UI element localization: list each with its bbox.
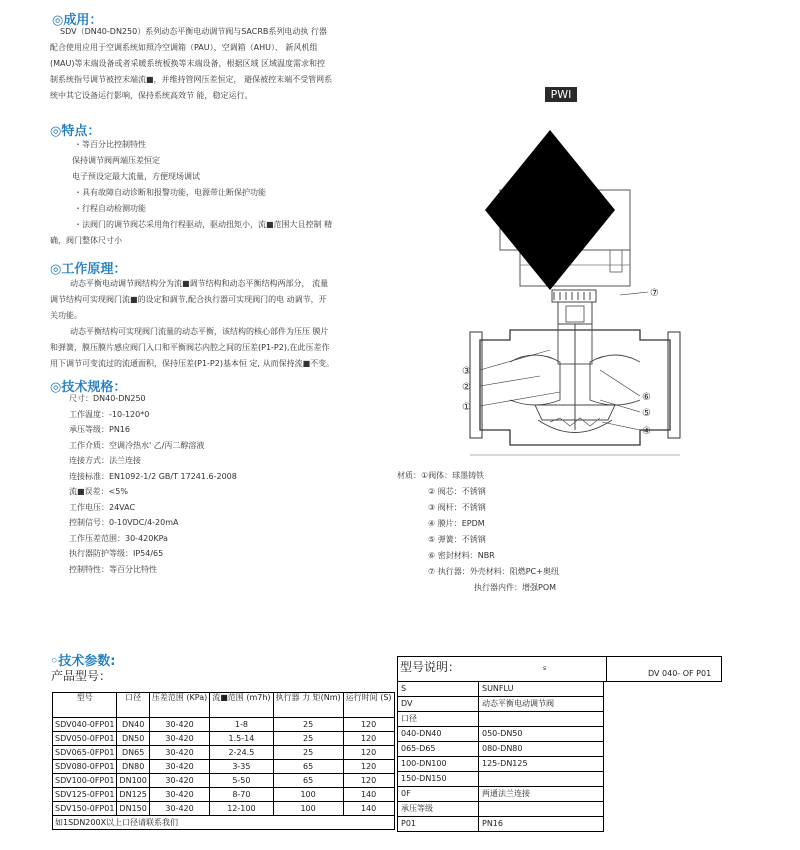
spec-item: 连接方式：法兰连接 [69,456,141,465]
model-code: P01 [398,817,479,832]
model-meaning: 080-DN80 [479,742,604,757]
table-cell: DN65 [117,746,149,760]
model-code: S [398,682,479,697]
model-row [398,772,722,787]
table-cell: 120 [343,774,394,788]
principle-line: 和弹簧，膜压膜片感应阀门入口和平衡阀芯内腔之间的压差(P1-P2),在此压差作 [50,343,330,352]
model-row [398,697,722,712]
table-row [53,802,395,816]
principle-line: 动态平衡电动调节阀结构分为流■调节结构和动态平衡结构两部分， 流量 [70,279,329,288]
col-header: 压差范围 (KPa) [149,693,209,718]
table-cell: 65 [273,774,343,788]
callout-7: ⑦ [650,288,659,299]
table-cell: 120 [343,746,394,760]
table-cell: 2-24.5 [210,746,273,760]
feature-item: 电子预设定最大流量，方便现场调试 [72,172,200,181]
col-header: 口径 [117,693,149,718]
spec-item: 连接标准：EN1092-1/2 GB/T 17241.6-2008 [69,471,237,481]
table-row [53,718,395,732]
callout-3: ③ [462,366,471,377]
materials-list [397,468,657,596]
feature-item: 确，阀门整体尺寸小 [50,236,122,245]
callout-2: ② [462,382,471,393]
model-meaning [479,712,604,727]
table-cell: 100 [273,802,343,816]
spec-item: 承压等级：PN16 [69,425,130,434]
table-cell: 1.5-14 [210,732,273,746]
application-line: 配合使用应用于空调系统如照冷空调箱（PAU）、空调箱（AHU）、 新风机组 [50,43,318,52]
model-desc-title: 型号说明： [400,660,461,674]
params-header-row [53,693,395,718]
material-item: ② 阀芯：不锈钢 [428,487,486,496]
callout-4: ④ [642,426,651,437]
feature-item: ・法阀门的调节阀芯采用角行程驱动，驱动扭矩小，流■范围大且控制 精 [74,220,333,229]
model-meaning: 050-DN50 [479,727,604,742]
table-cell: SDV065-0FP01 [53,746,117,760]
callout-6: ⑥ [642,392,651,403]
table-note: 如1SDN200X以上口径请联系我们 [53,816,395,830]
model-meaning [479,772,604,787]
table-cell: 5-50 [210,774,273,788]
col-header: 执行器 力 矩(Nm) [273,693,343,718]
principle-heading: ◎工作原理： [50,262,127,277]
table-cell: 30-420 [149,718,209,732]
feature-item: ・具有故障自动诊断和报警功能，电源带让断保护功能 [74,188,266,197]
table-row [53,732,395,746]
spec-item: 工作压差范围：30-420KPa [69,533,168,543]
model-code: 口径 [398,712,479,727]
spec-item: 工作电压：24VAC [69,502,136,512]
table-cell: SDV125-0FP01 [53,788,117,802]
application-line: SDV（DN40-DN250）系列动态平衡电动调节阀与SACRB系列电动执 行器 [60,27,327,36]
table-cell: DN100 [117,774,149,788]
model-row [398,742,722,757]
spec-item: 流■误差：<5% [69,487,128,496]
feature-item: ・等百分比控制特性 [74,140,146,149]
table-cell: 120 [343,760,394,774]
callout-5: ⑤ [642,408,651,419]
feature-item: 保持调节阀两端压差恒定 [72,156,160,165]
specs-heading: ◎技术规格： [50,380,127,395]
table-cell: 65 [273,760,343,774]
table-row [53,788,395,802]
callout-1: ① [462,402,471,413]
principle-line: 调节结构可实现阀门流■的设定和调节,配合执行器可实现阀门的电 动调节，开 [50,295,327,304]
figure-label: PWI [545,87,577,102]
model-row [398,712,722,727]
principle-line: 关功能。 [50,311,82,320]
material-item: 执行器内件：增强POM [474,583,557,592]
principle-body [50,276,385,372]
table-cell: 25 [273,746,343,760]
spec-item: 控制信号：0-10VDC/4-20mA [69,518,179,527]
model-desc-header [397,656,722,682]
table-cell: 140 [343,788,394,802]
feature-item: ・行程自动检测功能 [74,204,146,213]
application-line: (MAU)等末端设备或者采暖系统板换等末端设备，根据区域 区域温度需求和控 [50,59,326,68]
spec-item: 工作温度：-10-120*0 [69,409,150,419]
table-cell: 30-420 [149,802,209,816]
table-cell: SDV080-0FP01 [53,760,117,774]
table-cell: 100 [273,788,343,802]
material-item: ④ 膜片：EPDM [428,519,485,528]
table-cell: 8-70 [210,788,273,802]
model-meaning: SUNFLU [479,682,604,697]
table-cell: 3-35 [210,760,273,774]
material-item: 材质：①阀体：球墨铸铁 [397,471,485,480]
table-cell: SDV050-0FP01 [53,732,117,746]
application-body [50,24,385,104]
col-header: 流■范围 (m7h) [210,693,273,718]
valve-diagram [440,100,700,480]
col-header: 运行时间 (S) [343,693,394,718]
model-code: 065-D65 [398,742,479,757]
material-item: ⑦ 执行器：外壳材料：阻燃PC+奥纽 [428,567,559,576]
model-meaning: PN16 [479,817,604,832]
table-cell: 30-420 [149,774,209,788]
spec-item: 执行器防护等级：IP54/65 [69,549,164,558]
table-row [53,760,395,774]
table-cell: 25 [273,732,343,746]
table-cell: DN150 [117,802,149,816]
col-header: 型号 [53,693,117,718]
table-cell: 140 [343,802,394,816]
table-cell: 120 [343,718,394,732]
table-cell: 30-420 [149,746,209,760]
model-row [398,757,722,772]
table-note-row [53,816,395,830]
application-heading: ◎成用： [52,13,103,28]
table-cell: 30-420 [149,760,209,774]
model-row [398,682,722,697]
table-cell: 12-100 [210,802,273,816]
table-cell: DN40 [117,718,149,732]
table-cell: SDV100-0FP01 [53,774,117,788]
model-code: 040-DN40 [398,727,479,742]
model-meaning: 动态平衡电动调节阀 [479,697,604,712]
material-item: ③ 阀杆：不锈钢 [428,503,486,512]
model-code: 150-DN150 [398,772,479,787]
specs-list [69,391,369,577]
spec-item: 尺寸：DN40-DN250 [69,394,146,403]
principle-line: 用下调节可变流过的流通面积，保持压差(P1-P2)基本恒 定, 从而保持流■不变。 [50,359,335,368]
table-cell: 120 [343,732,394,746]
actuator-diamond [485,130,615,290]
model-example: DV 040- OF P01 [648,669,712,678]
params-table [52,692,395,830]
material-item: ⑤ 弹簧：不锈钢 [428,535,486,544]
model-code: 100-DN100 [398,757,479,772]
table-cell: DN125 [117,788,149,802]
spec-item: 工作介质：空调冷热水' 乙/丙二醇溶液 [69,440,205,450]
features-heading: ◎特点： [50,124,101,139]
table-row [53,774,395,788]
principle-line: 动态平衡结构可实现阀门流量的动态平衡，该结构的核心部件为压压 膜片 [70,327,329,336]
model-s-mark: s [543,665,547,672]
spec-item: 控制特性：等百分比特性 [69,564,157,574]
model-row [398,787,722,802]
model-meaning: 两通法兰连接 [479,787,604,802]
model-desc-table [397,681,722,832]
table-cell: 25 [273,718,343,732]
product-model-label: 产品型号： [51,669,112,683]
application-line: 统中其它设备运行影响，保持系统高效节 能，稳定运行。 [50,91,253,100]
features-body [50,137,385,249]
table-cell: 1-8 [210,718,273,732]
model-row [398,802,722,817]
model-meaning: 125-DN125 [479,757,604,772]
model-row [398,817,722,832]
model-code: 0F [398,787,479,802]
table-cell: SDV040-0FP01 [53,718,117,732]
model-code: DV [398,697,479,712]
params-heading: ◦技术参数: [50,654,116,669]
model-row [398,727,722,742]
table-row [53,746,395,760]
table-cell: SDV150-0FP01 [53,802,117,816]
model-meaning [479,802,604,817]
table-cell: 30-420 [149,788,209,802]
table-cell: 30-420 [149,732,209,746]
material-item: ⑥ 密封材料：NBR [428,551,495,560]
table-cell: DN50 [117,732,149,746]
table-cell: DN80 [117,760,149,774]
application-line: 制系统指号调节被控末端流■，并维持管网压差恒定， 避保被控末端不受管网系 [50,75,333,84]
model-code: 承压等级 [398,802,479,817]
